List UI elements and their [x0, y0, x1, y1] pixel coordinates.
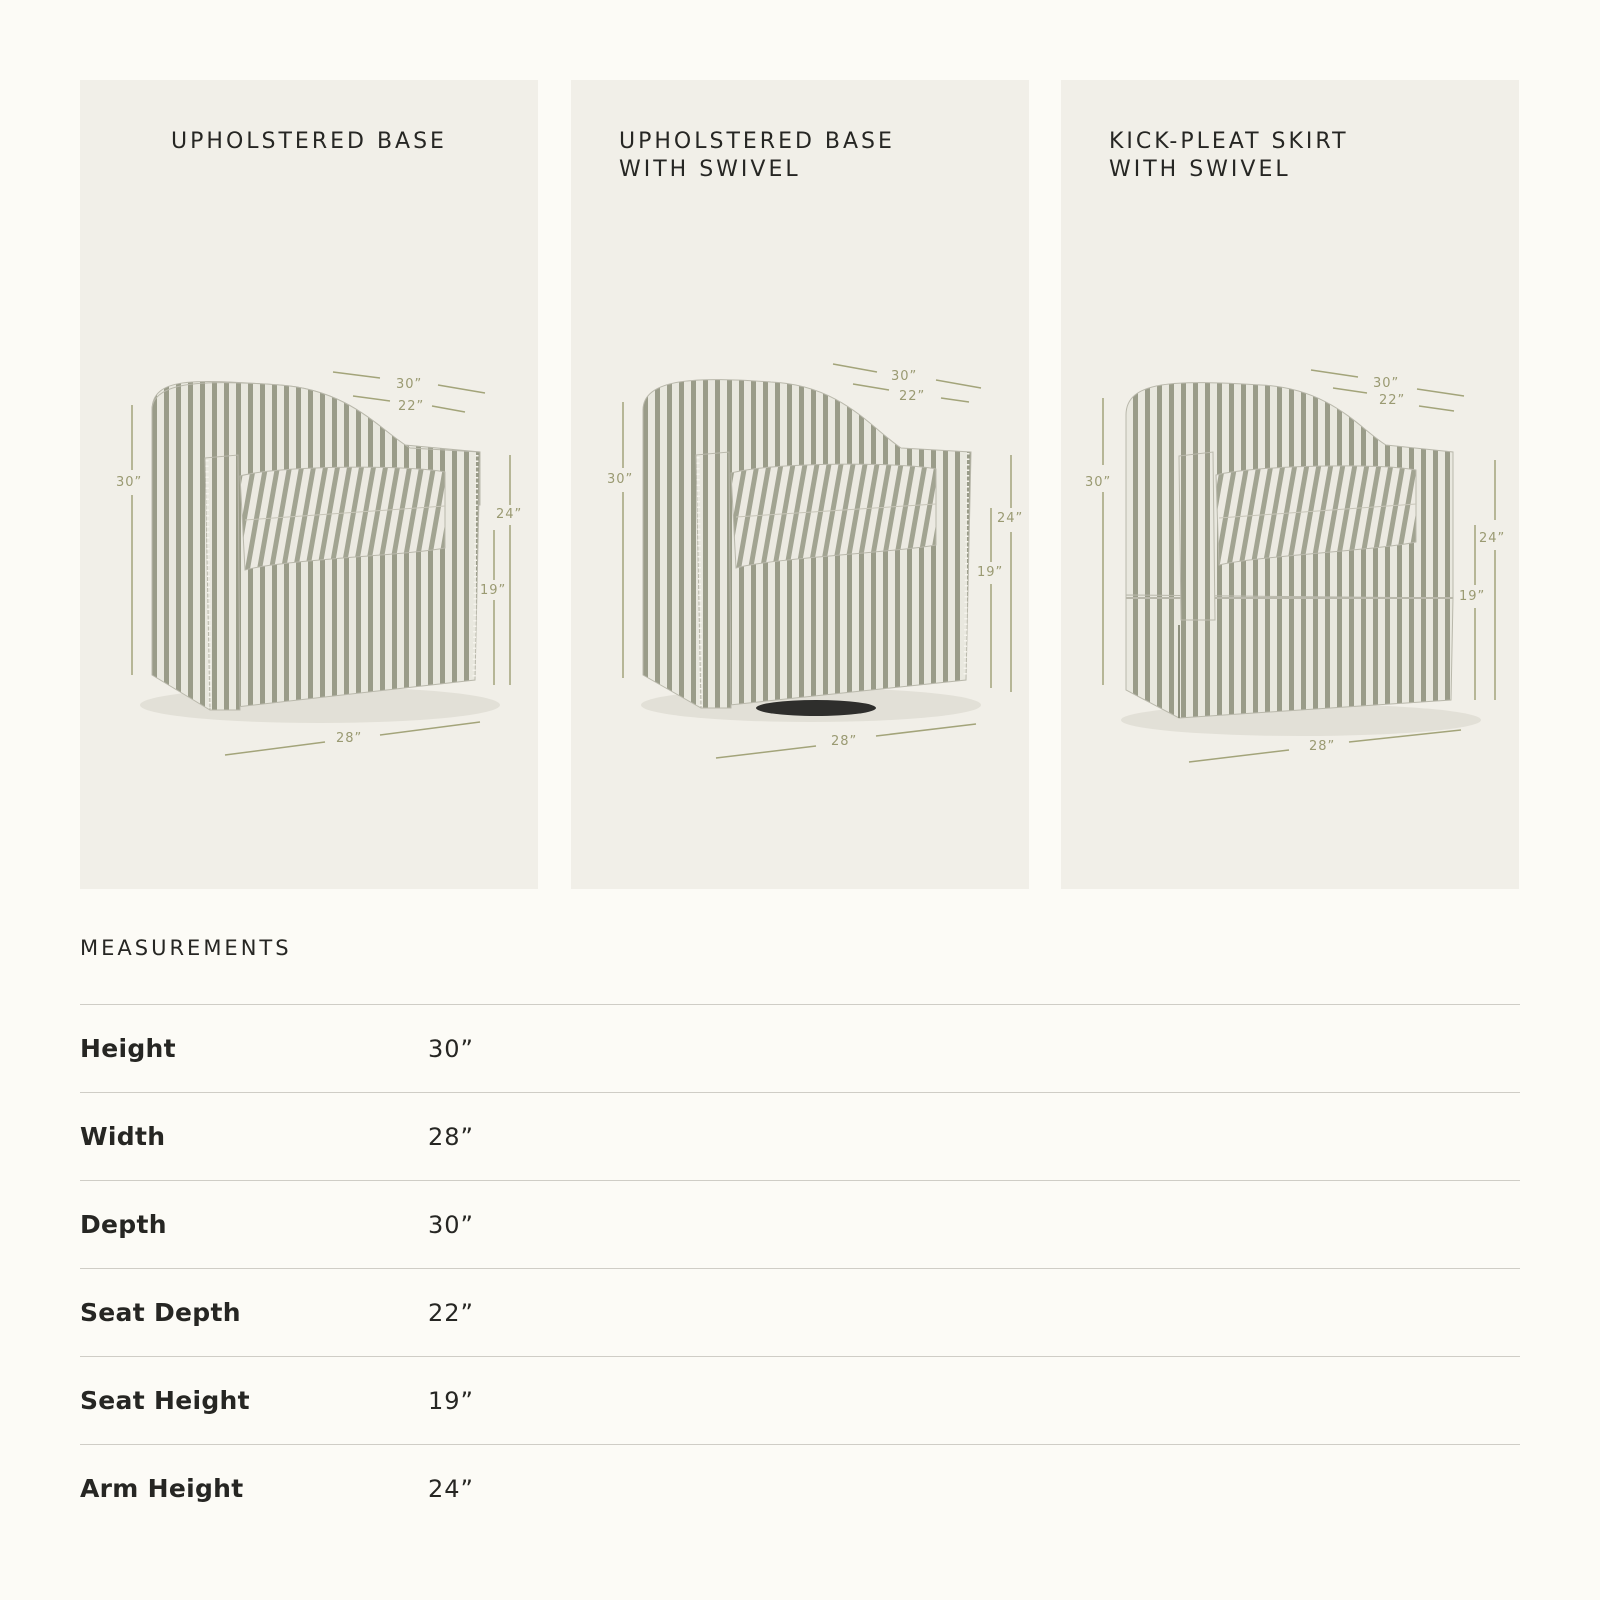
chair-panel-upholstered-swivel	[571, 80, 1029, 889]
dim-width-label: 28”	[1309, 739, 1336, 754]
table-row	[80, 1004, 1520, 1092]
panel-title: UPHOLSTERED BASE	[171, 129, 447, 154]
measurements-table	[80, 1004, 1520, 1532]
row-value: 19”	[428, 1386, 474, 1415]
row-value: 22”	[428, 1298, 474, 1327]
table-row	[80, 1356, 1520, 1444]
row-value: 24”	[428, 1474, 474, 1503]
row-label: Arm Height	[80, 1474, 244, 1503]
row-value: 28”	[428, 1122, 474, 1151]
dim-seat-height-label: 19”	[1459, 589, 1486, 604]
row-value: 30”	[428, 1034, 474, 1063]
dim-width-label: 28”	[831, 734, 858, 749]
table-row	[80, 1180, 1520, 1268]
chair-illustration	[80, 280, 538, 780]
dim-depth-label: 30”	[396, 377, 423, 392]
dim-width-label: 28”	[336, 731, 363, 746]
dim-arm-height-label: 24”	[496, 507, 523, 522]
dim-seat-height-label: 19”	[977, 565, 1004, 580]
row-value: 30”	[428, 1210, 474, 1239]
chair-illustration	[1061, 280, 1519, 780]
row-label: Seat Depth	[80, 1298, 241, 1327]
measurements-heading: MEASUREMENTS	[80, 936, 292, 960]
panel-title: UPHOLSTERED BASE WITH SWIVEL	[619, 129, 895, 182]
chair-illustration	[571, 280, 1029, 780]
dim-seat-height-label: 19”	[480, 583, 507, 598]
chair-panel-upholstered-base	[80, 80, 538, 889]
dim-depth-label: 30”	[1373, 376, 1400, 391]
dim-seat-depth-label: 22”	[899, 389, 926, 404]
dim-seat-depth-label: 22”	[1379, 393, 1406, 408]
table-row	[80, 1444, 1520, 1532]
dim-seat-depth-label: 22”	[398, 399, 425, 414]
row-label: Seat Height	[80, 1386, 250, 1415]
table-row	[80, 1092, 1520, 1180]
dim-height-label: 30”	[116, 475, 143, 490]
row-label: Height	[80, 1034, 176, 1063]
chair-panel-kick-pleat-swivel	[1061, 80, 1519, 889]
row-label: Width	[80, 1122, 166, 1151]
dim-height-label: 30”	[1085, 475, 1112, 490]
row-label: Depth	[80, 1210, 167, 1239]
dim-arm-height-label: 24”	[997, 511, 1024, 526]
dim-height-label: 30”	[607, 472, 634, 487]
dim-depth-label: 30”	[891, 369, 918, 384]
table-row	[80, 1268, 1520, 1356]
panel-title: KICK-PLEAT SKIRT WITH SWIVEL	[1109, 129, 1349, 182]
dim-arm-height-label: 24”	[1479, 531, 1506, 546]
